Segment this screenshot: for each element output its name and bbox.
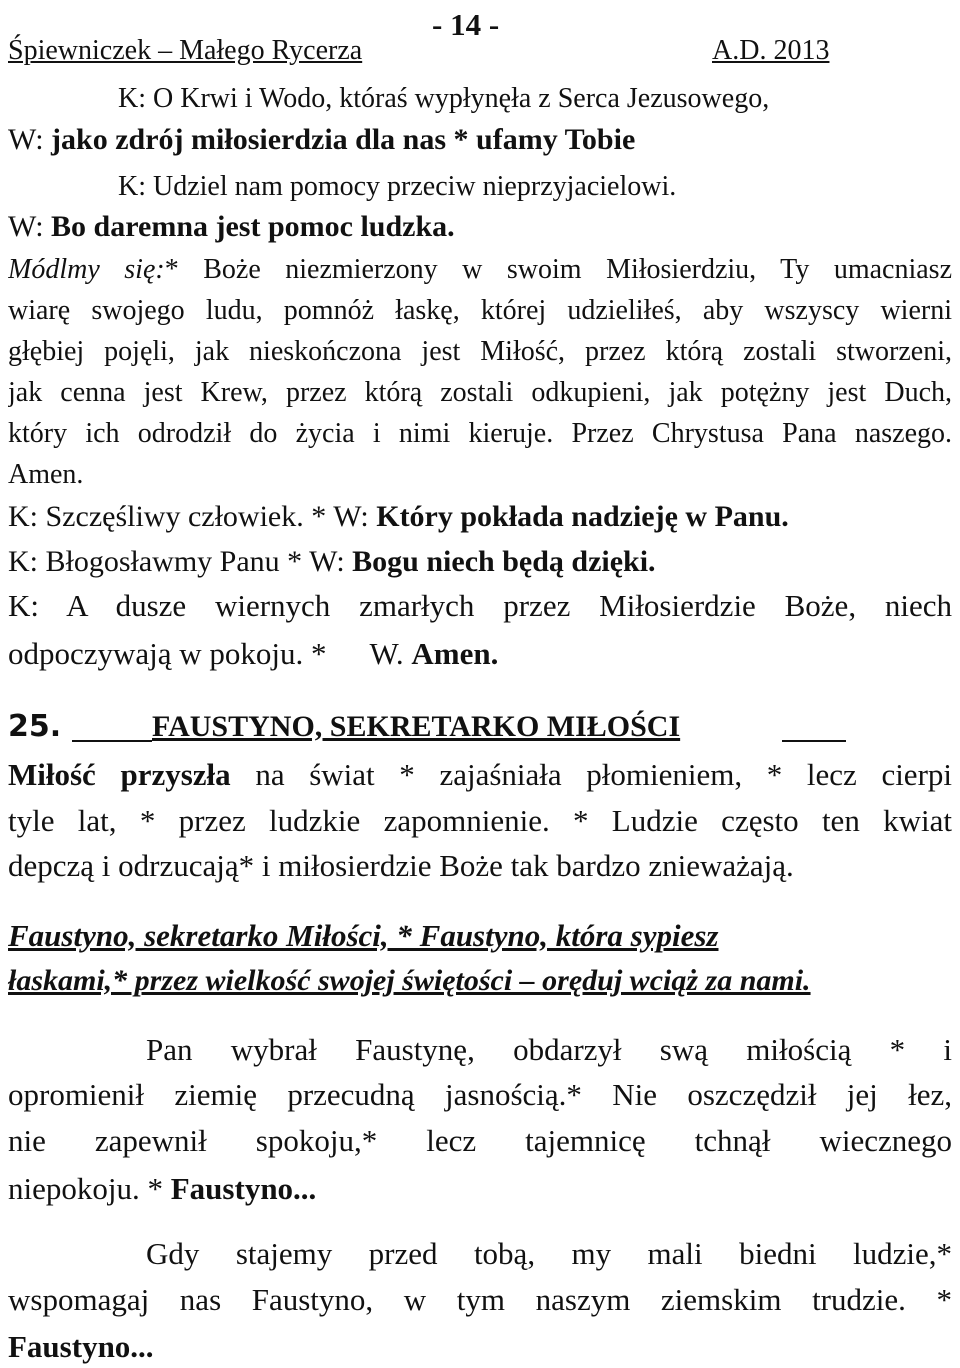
prayer-line-4: jak cenna jest Krew, przez którą zostali odkupieni, jak potężny jest Duch, <box>8 377 952 408</box>
prayer-line-3: głębiej pojęli, jak nieskończona jest Miłość, przez którą zostali stworzeni, <box>8 336 952 367</box>
litany-w1-text: jako zdrój miłosierdzia dla nas * ufamy Tobie <box>51 123 636 156</box>
response-2-k: K: Błogosławmy Panu * W: <box>8 545 345 578</box>
response-1-k: K: Szczęśliwy człowiek. * W: <box>8 500 369 533</box>
header-title: Śpiewniczek – Małego Rycerza <box>8 35 363 66</box>
verse2-line-1: Pan wybrał Faustynę, obdarzył swą miłością * i <box>146 1032 952 1067</box>
page-number: - 14 - <box>432 7 500 42</box>
prayer-line-5: który ich odrodził do życia i nimi kieruje. Przez Chrystusa Pana naszego. <box>8 418 952 449</box>
title-rule-right <box>782 740 846 742</box>
response-3-line-1: K: A dusze wiernych zmarłych przez Miłosierdzie Boże, niech <box>8 588 952 623</box>
title-rule-left <box>72 740 152 742</box>
litany-w2 <box>8 212 455 242</box>
response-1 <box>8 502 789 532</box>
verse1-bold: Miłość przyszła <box>8 757 231 792</box>
refrain-line-1: Faustyno, sekretarko Miłości, * Faustyno, która sypiesz <box>8 918 719 953</box>
prayer-line-2: wiarę swojego ludu, pomnóż łaskę, której udzieliłeś, aby wszyscy wierni <box>8 295 952 326</box>
verse3-line-1: Gdy stajemy przed tobą, my mali biedni ludzie,* <box>146 1236 952 1271</box>
litany-k1: K: O Krwi i Wodo, któraś wypłynęła z Serca Jezusowego, <box>118 83 770 114</box>
prayer-intro: Módlmy się: <box>8 254 165 285</box>
verse1-line-1: Miłość przyszła na świat * zajaśniała płomieniem, * lecz cierpi <box>8 757 952 792</box>
response-2-w: Bogu niech będą dzięki. <box>352 545 656 578</box>
verse2-line-2: opromienił ziemię przecudną jasnością.* Nie oszczędził jej łez, <box>8 1077 952 1112</box>
song-title: FAUSTYNO, SEKRETARKO MIŁOŚCI <box>152 710 681 743</box>
response-3-w: W. <box>369 636 404 671</box>
header-date: A.D. 2013 <box>712 35 830 66</box>
prayer-line-1: Módlmy się:* Boże niezmierzony w swoim Miłosierdziu, Ty umacniasz <box>8 254 952 285</box>
verse1-line-3: depczą i odrzucają* i miłosierdzie Boże tak bardzo znieważają. <box>8 848 794 883</box>
response-2 <box>8 547 656 577</box>
response-3-text: odpoczywają w pokoju. * <box>8 636 327 671</box>
prayer-amen: Amen. <box>8 459 84 490</box>
litany-w1 <box>8 125 635 155</box>
verse1-line-2: tyle lat, * przez ludzkie zapomnienie. * Ludzie często ten kwiat <box>8 803 952 838</box>
litany-w2-text: Bo daremna jest pomoc ludzka. <box>51 210 455 243</box>
litany-w1-prefix: W: <box>8 123 44 156</box>
litany-k2: K: Udziel nam pomocy przeciw nieprzyjacielowi. <box>118 171 677 202</box>
verse3-line-2: wspomagaj nas Faustyno, w tym naszym ziemskim trudzie. * <box>8 1282 952 1317</box>
response-3-amen: Amen. <box>411 636 499 671</box>
response-1-w: Który pokłada nadzieję w Panu. <box>376 500 789 533</box>
song-number: 25. <box>8 709 62 744</box>
litany-w2-prefix: W: <box>8 210 44 243</box>
response-3-line-2 <box>8 638 498 669</box>
refrain-line-2: łaskami,* przez wielkość swojej świętości – oręduj wciąż za nami. <box>8 964 811 997</box>
verse2-refrain: Faustyno... <box>170 1171 317 1206</box>
verse3-refrain: Faustyno... <box>8 1329 154 1364</box>
verse2-line-3: nie zapewnił spokoju,* lecz tajemnicę tchnął wiecznego <box>8 1123 952 1158</box>
verse2-line-4: niepokoju. * Faustyno... <box>8 1171 317 1206</box>
